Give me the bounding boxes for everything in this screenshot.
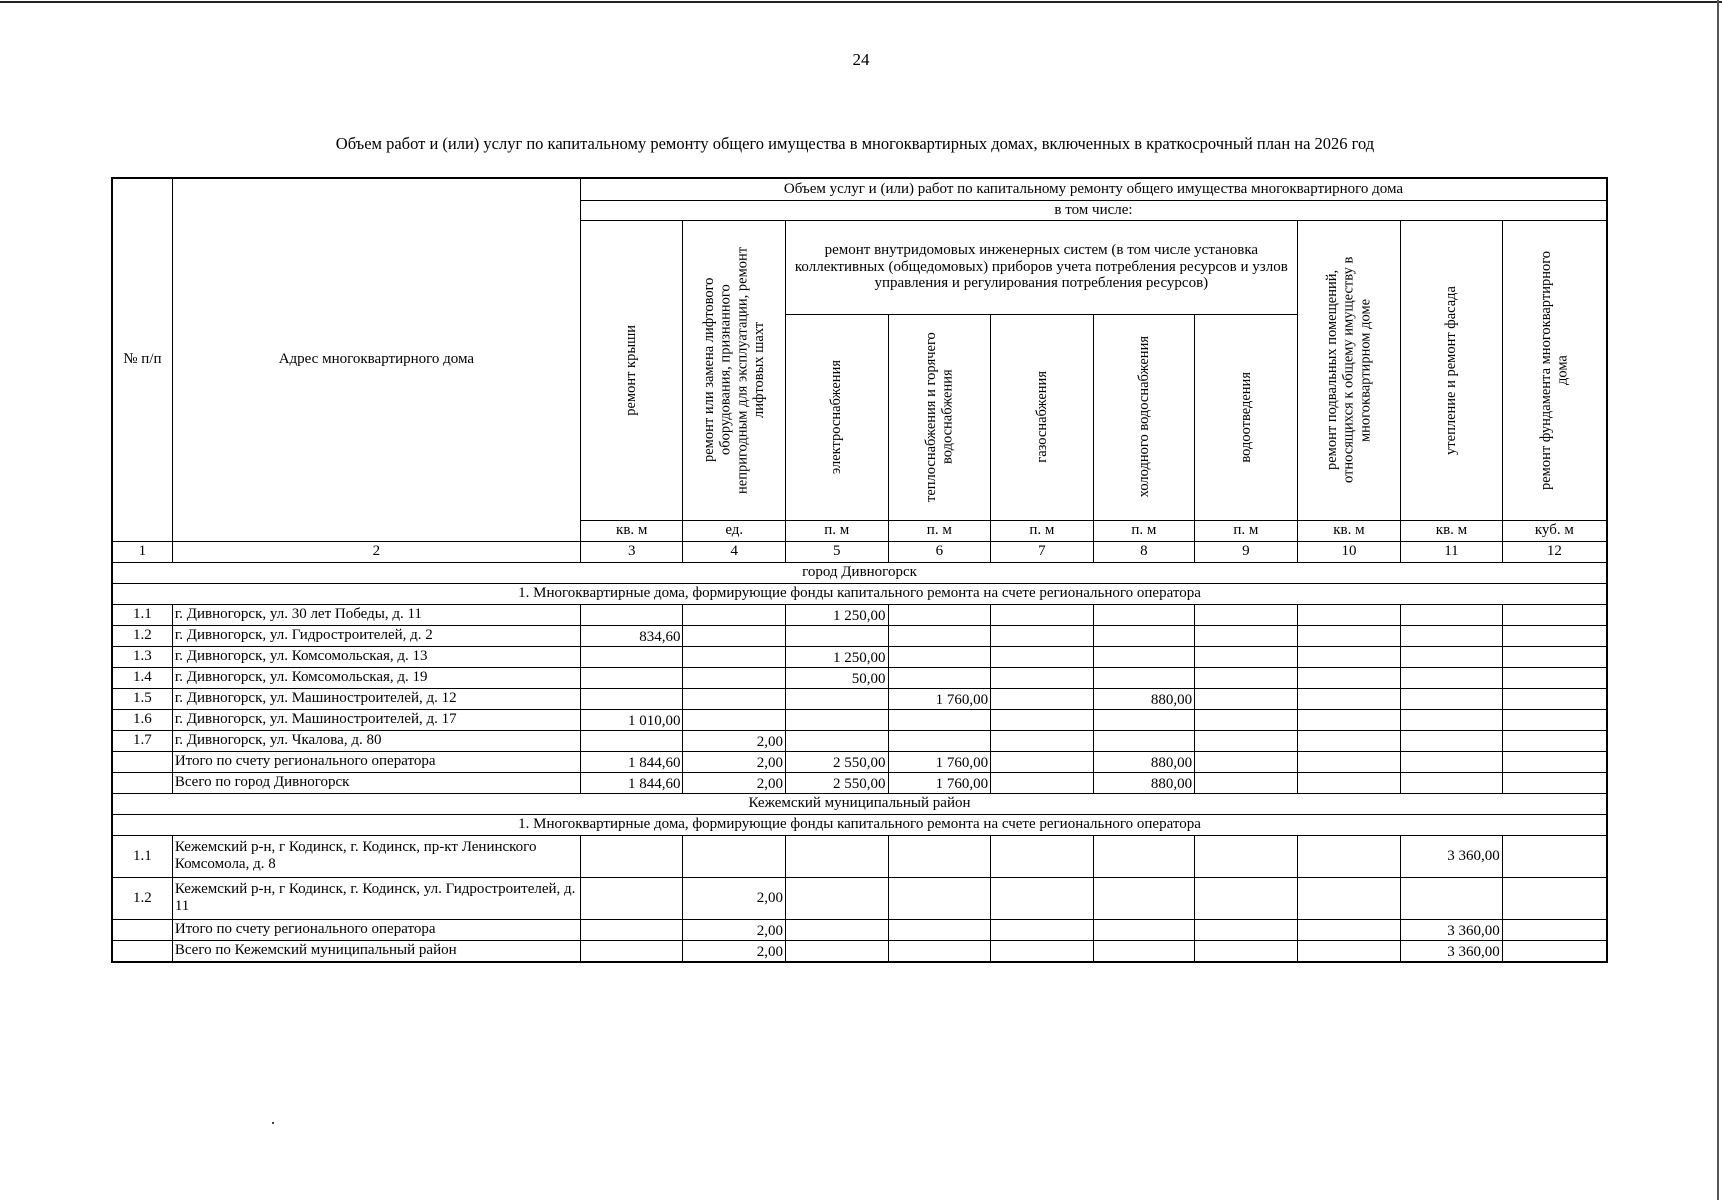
header-electric-label: электроснабжения — [828, 360, 845, 474]
row-value — [991, 751, 1094, 772]
header-basement-label: ремонт подвальных помещений, относящихся к общему имуществу в многоквартирном доме — [1323, 256, 1374, 484]
row-value — [1093, 709, 1195, 730]
row-value — [1502, 919, 1607, 940]
row-value: 1 844,60 — [580, 772, 683, 793]
row-address: Кежемский р-н, г Кодинск, г. Кодинск, пр-кт Ленинского Комсомола, д. 8 — [172, 835, 580, 877]
row-address: г. Дивногорск, ул. Комсомольская, д. 13 — [172, 646, 580, 667]
col-number: 7 — [991, 541, 1094, 562]
row-value — [1195, 646, 1298, 667]
row-value: 1 760,00 — [888, 688, 991, 709]
row-value — [888, 940, 991, 962]
row-value — [1297, 667, 1401, 688]
row-value — [1502, 877, 1607, 919]
unit-cell: п. м — [1093, 520, 1195, 541]
row-value — [683, 667, 786, 688]
row-value — [580, 919, 683, 940]
row-value — [580, 688, 683, 709]
row-value: 1 760,00 — [888, 751, 991, 772]
row-value — [580, 940, 683, 962]
row-value — [991, 604, 1094, 625]
row-value — [786, 730, 889, 751]
row-value: 880,00 — [1093, 688, 1195, 709]
row-value — [1297, 877, 1401, 919]
row-number — [112, 919, 172, 940]
unit-cell: кв. м — [1297, 520, 1401, 541]
unit-cell: п. м — [1195, 520, 1298, 541]
document-title: Объем работ и (или) услуг по капитальному ремонту общего имущества в многоквартирных домах, включенных в краткосрочный план на 2026 год — [335, 134, 1375, 153]
row-value — [683, 646, 786, 667]
col-number: 3 — [580, 541, 683, 562]
row-value — [786, 835, 889, 877]
row-value — [683, 688, 786, 709]
row-address: Всего по Кежемский муниципальный район — [172, 940, 580, 962]
col-number: 9 — [1195, 541, 1298, 562]
row-value: 2,00 — [683, 730, 786, 751]
row-number: 1.4 — [112, 667, 172, 688]
row-value — [580, 646, 683, 667]
row-value — [1502, 751, 1607, 772]
row-value — [683, 604, 786, 625]
row-value — [888, 646, 991, 667]
section-kezhemsky — [112, 793, 1607, 962]
header-systems-group: ремонт внутридомовых инженерных систем (в том числе установка коллективных (общедомовых) приборов учета потребления ресурсов и узлов управления и регулирования потребления ресурсов) — [786, 220, 1298, 314]
row-value — [991, 835, 1094, 877]
header-including: в том числе: — [580, 200, 1607, 220]
row-value: 2 550,00 — [786, 751, 889, 772]
row-value: 2,00 — [683, 919, 786, 940]
row-value — [1297, 625, 1401, 646]
row-value — [683, 709, 786, 730]
row-value: 2,00 — [683, 877, 786, 919]
unit-cell: кв. м — [1401, 520, 1503, 541]
row-value — [786, 940, 889, 962]
col-number: 12 — [1502, 541, 1607, 562]
col-number: 4 — [683, 541, 786, 562]
row-value — [888, 877, 991, 919]
row-value: 2,00 — [683, 751, 786, 772]
row-value — [1195, 835, 1298, 877]
row-value — [991, 919, 1094, 940]
table-row — [112, 667, 1607, 688]
row-value — [786, 709, 889, 730]
row-value — [580, 667, 683, 688]
row-value — [1195, 751, 1298, 772]
table-row — [112, 877, 1607, 919]
row-address: г. Дивногорск, ул. Гидростроителей, д. 2 — [172, 625, 580, 646]
row-value — [1093, 625, 1195, 646]
row-number: 1.2 — [112, 625, 172, 646]
row-value — [1195, 772, 1298, 793]
table-row — [112, 835, 1607, 877]
row-value — [1093, 835, 1195, 877]
row-value — [1502, 625, 1607, 646]
row-value — [1502, 709, 1607, 730]
col-number: 8 — [1093, 541, 1195, 562]
row-value — [888, 835, 991, 877]
header-facade-label: утепление и ремонт фасада — [1443, 285, 1460, 455]
row-value — [786, 877, 889, 919]
section-title: Кежемский муниципальный район — [112, 793, 1607, 814]
row-address: г. Дивногорск, ул. Чкалова, д. 80 — [172, 730, 580, 751]
scan-speck — [272, 1122, 274, 1124]
row-value — [1093, 919, 1195, 940]
row-value — [1401, 604, 1503, 625]
table-row — [112, 751, 1607, 772]
header-heat-label: теплоснабжения и горячего водоснабжения — [922, 332, 956, 502]
row-value: 880,00 — [1093, 772, 1195, 793]
col-number: 11 — [1401, 541, 1503, 562]
page-right-border — [1717, 0, 1719, 1200]
row-address: Итого по счету регионального оператора — [172, 919, 580, 940]
row-value — [1195, 667, 1298, 688]
table-row — [112, 772, 1607, 793]
header-lift-label: ремонт или замена лифтового оборудования, признанного непригодным для эксплуатации, ремонт лифтовых шахт — [700, 246, 767, 494]
row-value: 3 360,00 — [1401, 835, 1503, 877]
row-address: г. Дивногорск, ул. Машиностроителей, д. 12 — [172, 688, 580, 709]
col-number: 1 — [112, 541, 172, 562]
row-value — [580, 877, 683, 919]
row-value — [1297, 919, 1401, 940]
table-row — [112, 730, 1607, 751]
row-value — [991, 667, 1094, 688]
row-value — [991, 730, 1094, 751]
section-subtitle: 1. Многоквартирные дома, формирующие фонды капитального ремонта на счете регионального оператора — [112, 583, 1607, 604]
row-address: Кежемский р-н, г Кодинск, г. Кодинск, ул. Гидростроителей, д. 11 — [172, 877, 580, 919]
row-value — [1195, 604, 1298, 625]
col-number: 2 — [172, 541, 580, 562]
header-electric — [786, 314, 889, 520]
row-value — [1195, 688, 1298, 709]
row-value — [1297, 940, 1401, 962]
unit-cell: п. м — [888, 520, 991, 541]
header-facade — [1401, 220, 1503, 520]
row-number: 1.1 — [112, 604, 172, 625]
row-value — [580, 730, 683, 751]
row-value — [1502, 646, 1607, 667]
page-top-border — [0, 1, 1722, 3]
header-cold-water — [1093, 314, 1195, 520]
unit-cell: куб. м — [1502, 520, 1607, 541]
unit-cell: п. м — [786, 520, 889, 541]
row-value — [1502, 730, 1607, 751]
table-row — [112, 709, 1607, 730]
row-value — [1297, 772, 1401, 793]
column-numbers-row — [112, 541, 1607, 562]
col-number: 10 — [1297, 541, 1401, 562]
row-address: Итого по счету регионального оператора — [172, 751, 580, 772]
header-heat — [888, 314, 991, 520]
row-value — [1502, 667, 1607, 688]
header-foundation-label: ремонт фундамента многоквартирного дома — [1537, 250, 1571, 490]
row-value — [580, 835, 683, 877]
row-value — [1195, 919, 1298, 940]
row-value — [1093, 877, 1195, 919]
row-value — [580, 604, 683, 625]
row-value — [683, 835, 786, 877]
row-value: 3 360,00 — [1401, 940, 1503, 962]
table-row — [112, 646, 1607, 667]
row-value — [1093, 940, 1195, 962]
row-value — [991, 772, 1094, 793]
row-number: 1.6 — [112, 709, 172, 730]
row-value — [1401, 688, 1503, 709]
row-value — [1297, 646, 1401, 667]
row-value — [1502, 772, 1607, 793]
section-subtitle: 1. Многоквартирные дома, формирующие фонды капитального ремонта на счете регионального оператора — [112, 814, 1607, 835]
header-cold-water-label: холодного водоснабжения — [1135, 336, 1152, 498]
unit-cell: кв. м — [580, 520, 683, 541]
row-value — [1401, 667, 1503, 688]
col-number: 6 — [888, 541, 991, 562]
row-value — [1401, 772, 1503, 793]
col-number: 5 — [786, 541, 889, 562]
row-value: 1 250,00 — [786, 604, 889, 625]
row-value — [1195, 709, 1298, 730]
row-value: 834,60 — [580, 625, 683, 646]
row-value — [1401, 877, 1503, 919]
table-row — [112, 688, 1607, 709]
page-number: 24 — [852, 50, 870, 69]
table-row — [112, 604, 1607, 625]
row-value: 2,00 — [683, 772, 786, 793]
header-gas — [991, 314, 1094, 520]
row-value — [786, 625, 889, 646]
row-address: г. Дивногорск, ул. Машиностроителей, д. 17 — [172, 709, 580, 730]
row-value: 1 760,00 — [888, 772, 991, 793]
header-lift — [683, 220, 786, 520]
row-value — [888, 667, 991, 688]
row-value — [991, 625, 1094, 646]
row-value — [1401, 709, 1503, 730]
row-value — [1401, 646, 1503, 667]
row-value — [888, 709, 991, 730]
row-value — [991, 877, 1094, 919]
row-value — [786, 688, 889, 709]
header-group-title: Объем услуг и (или) работ по капитальному ремонту общего имущества многоквартирного дома — [580, 178, 1607, 200]
section-title: город Дивногорск — [112, 562, 1607, 583]
row-value — [786, 919, 889, 940]
header-basement — [1297, 220, 1401, 520]
row-number: 1.7 — [112, 730, 172, 751]
row-value — [888, 919, 991, 940]
row-value — [1502, 688, 1607, 709]
row-number — [112, 940, 172, 962]
capital-repair-table — [111, 177, 1608, 963]
row-value — [1195, 730, 1298, 751]
row-value — [991, 709, 1094, 730]
table-row — [112, 919, 1607, 940]
row-value — [991, 688, 1094, 709]
section-divnogorsk — [112, 562, 1607, 793]
row-value — [1093, 730, 1195, 751]
row-number — [112, 772, 172, 793]
header-col-no: № п/п — [112, 178, 172, 541]
header-roof-label: ремонт крыши — [623, 324, 640, 416]
row-value — [1401, 625, 1503, 646]
row-value — [1093, 604, 1195, 625]
row-address: г. Дивногорск, ул. 30 лет Победы, д. 11 — [172, 604, 580, 625]
table-row — [112, 625, 1607, 646]
header-foundation — [1502, 220, 1607, 520]
row-value — [1502, 835, 1607, 877]
unit-cell: ед. — [683, 520, 786, 541]
row-value — [1297, 751, 1401, 772]
row-number: 1.3 — [112, 646, 172, 667]
header-col-address: Адрес многоквартирного дома — [172, 178, 580, 541]
row-value — [1401, 751, 1503, 772]
row-value — [1502, 604, 1607, 625]
row-value: 880,00 — [1093, 751, 1195, 772]
header-drainage — [1195, 314, 1298, 520]
row-value — [888, 625, 991, 646]
row-value — [1297, 688, 1401, 709]
row-value — [1297, 835, 1401, 877]
row-value — [888, 604, 991, 625]
row-value — [1195, 625, 1298, 646]
header-gas-label: газоснабжения — [1033, 371, 1050, 463]
row-value: 50,00 — [786, 667, 889, 688]
header-drainage-label: водоотведения — [1237, 371, 1254, 463]
row-value — [1297, 604, 1401, 625]
header-roof — [580, 220, 683, 520]
row-value — [1093, 667, 1195, 688]
row-value: 2,00 — [683, 940, 786, 962]
row-number — [112, 751, 172, 772]
row-number: 1.1 — [112, 835, 172, 877]
row-value — [991, 940, 1094, 962]
row-value — [1297, 709, 1401, 730]
row-value — [1093, 646, 1195, 667]
row-value — [1401, 730, 1503, 751]
row-value — [1502, 940, 1607, 962]
row-value — [1195, 877, 1298, 919]
table-row — [112, 940, 1607, 962]
row-value: 1 010,00 — [580, 709, 683, 730]
row-value: 1 844,60 — [580, 751, 683, 772]
row-value — [888, 730, 991, 751]
row-number: 1.2 — [112, 877, 172, 919]
row-value — [1195, 940, 1298, 962]
row-address: Всего по город Дивногорск — [172, 772, 580, 793]
row-value: 1 250,00 — [786, 646, 889, 667]
row-value: 2 550,00 — [786, 772, 889, 793]
row-value — [1297, 730, 1401, 751]
row-value — [683, 625, 786, 646]
row-value — [991, 646, 1094, 667]
row-number: 1.5 — [112, 688, 172, 709]
unit-cell: п. м — [991, 520, 1094, 541]
row-value: 3 360,00 — [1401, 919, 1503, 940]
row-address: г. Дивногорск, ул. Комсомольская, д. 19 — [172, 667, 580, 688]
